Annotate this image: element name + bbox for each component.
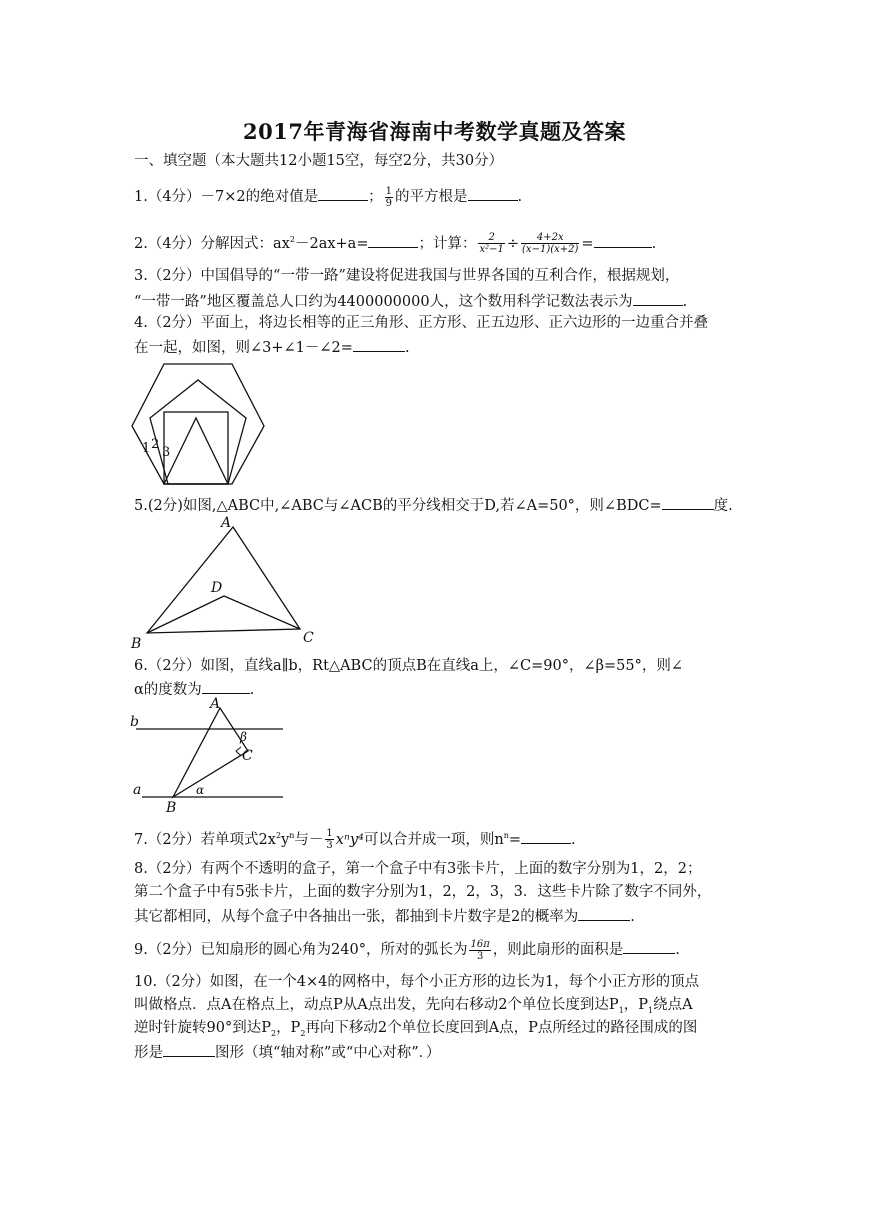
- period: .: [249, 682, 255, 698]
- question-8-line-2: 第二个盒子中有5张卡片，上面的数字分别为1，2，2，3，3．这些卡片除了数字不同外，: [134, 884, 712, 900]
- figure-4-polygons: [128, 360, 268, 488]
- question-6-line-1: 6.（2分）如图，直线a∥b，Rt△ABC的顶点B在直线a上，∠C=90°，∠β=55°，则∠: [134, 658, 683, 674]
- q2-text-b: －2ax+a=: [294, 235, 369, 252]
- q10-text: 叫做格点．点A在格点上，动点P从A点出发，先向右移动2个单位长度到达P: [134, 997, 619, 1013]
- q1-text-a: 1.（4分）－7×2的绝对值是: [134, 189, 319, 205]
- q7-fraction: [325, 828, 333, 851]
- subscript: 2: [300, 1028, 306, 1038]
- exponent: 2: [289, 235, 295, 244]
- q7-text-c: 与－: [294, 831, 324, 848]
- q7-monomial: xⁿy⁴: [335, 831, 364, 848]
- frac-den: 3: [326, 840, 333, 852]
- page-title: 2017年青海省海南中考数学真题及答案: [243, 119, 626, 144]
- subscript: 1: [618, 1005, 624, 1015]
- answer-blank[interactable]: [318, 185, 368, 201]
- exponent: n: [503, 831, 509, 840]
- square: [164, 412, 228, 484]
- answer-blank[interactable]: [353, 336, 405, 352]
- q10-text: 再向下移动2个单位长度回到A点，P点所经过的路径围成的图: [305, 1020, 698, 1036]
- equals-sign: =: [581, 235, 594, 252]
- period: .: [571, 831, 576, 848]
- section-heading: 一、填空题（本大题共12小题15空，每空2分，共30分）: [134, 153, 504, 169]
- period: .: [404, 340, 410, 356]
- vertex-b-label: B: [131, 636, 142, 650]
- angle-alpha-label: α: [196, 783, 205, 797]
- q7-text-e: 可以合并成一项，则n: [363, 831, 504, 848]
- answer-blank[interactable]: [368, 232, 418, 248]
- answer-blank[interactable]: [594, 232, 652, 248]
- figure-6-parallel-lines: [128, 694, 288, 814]
- q9-text-a: 9.（2分）已知扇形的圆心角为240°，所对的弧长为: [134, 942, 468, 958]
- question-3-line-1: 3.（2分）中国倡导的“一带一路”建设将促进我国与世界各国的互利合作，根据规划，: [134, 268, 680, 284]
- period: .: [651, 235, 657, 252]
- q5-text: 5.(2分)如图,△ABC中,∠ABC与∠ACB的平分线相交于D,若∠A=50°，则∠BDC=: [134, 498, 662, 514]
- q10-text: ，P: [623, 997, 649, 1013]
- q8-text: 其它都相同，从每个盒子中各抽出一张，都抽到卡片数字是2的概率为: [134, 909, 579, 925]
- answer-blank[interactable]: [521, 828, 571, 844]
- answer-blank[interactable]: [623, 938, 675, 954]
- right-angle-mark: [236, 747, 241, 756]
- period: .: [675, 942, 680, 958]
- question-2: [134, 230, 656, 255]
- angle-label-3: 3: [162, 445, 171, 460]
- question-8-line-1: 8.（2分）有两个不透明的盒子，第一个盒子中有3张卡片，上面的数字分别为1，2，2；: [134, 861, 702, 877]
- answer-blank[interactable]: [633, 290, 683, 306]
- q7-text-a: 7.（2分）若单项式2x: [134, 831, 276, 848]
- q9-text-b: ，则此扇形的面积是: [492, 942, 624, 958]
- subscript: 2: [270, 1028, 277, 1038]
- question-4-line-1: 4.（2分）平面上，将边长相等的正三角形、正方形、正五边形、正六边形的一边重合并叠: [134, 315, 709, 331]
- exponent: 2: [275, 831, 282, 840]
- triangle-abc: [147, 527, 300, 633]
- equals-sign: =: [508, 831, 522, 848]
- frac-num: 1: [385, 185, 393, 197]
- q10-text: ，P: [276, 1020, 301, 1036]
- angle-label-2: 2: [151, 437, 160, 452]
- q6-text: α的度数为: [134, 682, 202, 698]
- question-9: [134, 938, 680, 962]
- answer-blank[interactable]: [163, 1041, 215, 1057]
- vertex-a-label: A: [221, 515, 232, 531]
- line-b-label: b: [130, 714, 139, 730]
- period: .: [517, 189, 523, 205]
- right-triangle-abc: [173, 708, 248, 797]
- vertex-c-label: C: [242, 748, 253, 764]
- q10-text: 形是: [134, 1045, 163, 1061]
- q5-end: 度.: [713, 498, 733, 514]
- frac-num: 4+2x: [521, 232, 579, 244]
- q1-text-b: 的平方根是: [395, 189, 468, 205]
- q9-fraction: [469, 939, 490, 962]
- period: .: [682, 294, 688, 310]
- question-3-line-2: [134, 290, 687, 312]
- answer-blank[interactable]: [468, 185, 518, 201]
- question-4-line-2: [134, 336, 410, 358]
- answer-blank[interactable]: [202, 678, 250, 694]
- angle-beta-label: β: [240, 730, 247, 744]
- frac-den: 3: [476, 950, 484, 962]
- period: .: [630, 909, 635, 925]
- question-10-line-3: [134, 1018, 697, 1044]
- q3-text: “一带一路”地区覆盖总人口约为4400000000人，这个数用科学记数法表示为: [134, 294, 633, 310]
- triangle: [164, 418, 228, 484]
- frac-num: 16π: [470, 938, 490, 950]
- point-d-label: D: [211, 580, 223, 596]
- q1-fraction: [385, 186, 393, 209]
- q2-fraction-2: [521, 232, 579, 255]
- q10-text: 图形（填“轴对称”或“中心对称”．）: [215, 1045, 441, 1061]
- bisector-lines: [147, 596, 300, 633]
- q10-text: 绕点A: [653, 997, 693, 1013]
- frac-num: 1: [326, 828, 333, 840]
- question-8-line-3: [134, 905, 635, 927]
- answer-blank[interactable]: [662, 494, 714, 510]
- q4-text: 在一起，如图，则∠3+∠1－∠2=: [134, 340, 353, 356]
- q10-text: 逆时针旋转90°到达P: [134, 1020, 271, 1036]
- figure-5-triangle: [128, 512, 328, 650]
- question-10-line-4: [134, 1041, 440, 1063]
- question-10-line-1: 10.（2分）如图，在一个4×4的网格中，每个小正方形的边长为1，每个小正方形的顶点: [134, 974, 700, 990]
- q2-text-a: 2.（4分）分解因式：ax: [134, 235, 290, 252]
- vertex-c-label: C: [303, 630, 314, 646]
- frac-den: 9: [385, 197, 393, 209]
- question-10-line-2: [134, 995, 693, 1021]
- vertex-b-label: B: [166, 800, 177, 814]
- frac-num: 2: [478, 232, 504, 244]
- line-a-label: a: [133, 782, 142, 798]
- divide-sign: ÷: [506, 235, 520, 252]
- frac-den: (x−1)(x+2): [522, 244, 579, 256]
- question-1: 1.（4分）－7×2的绝对值是 ； $\frac{1}{9}$ 的平方根是 .: [134, 185, 523, 209]
- angle-label-1: 1: [142, 441, 151, 456]
- q2-text-c: ；计算：: [418, 235, 477, 252]
- q7-text-b: y: [281, 831, 290, 848]
- frac-den: x²−1: [479, 244, 504, 256]
- q2-fraction-1: [478, 232, 504, 255]
- exponent: n: [289, 831, 295, 840]
- answer-blank[interactable]: [578, 905, 630, 921]
- subscript: 1: [648, 1005, 654, 1015]
- vertex-a-label: A: [210, 696, 221, 712]
- question-7: [134, 826, 576, 851]
